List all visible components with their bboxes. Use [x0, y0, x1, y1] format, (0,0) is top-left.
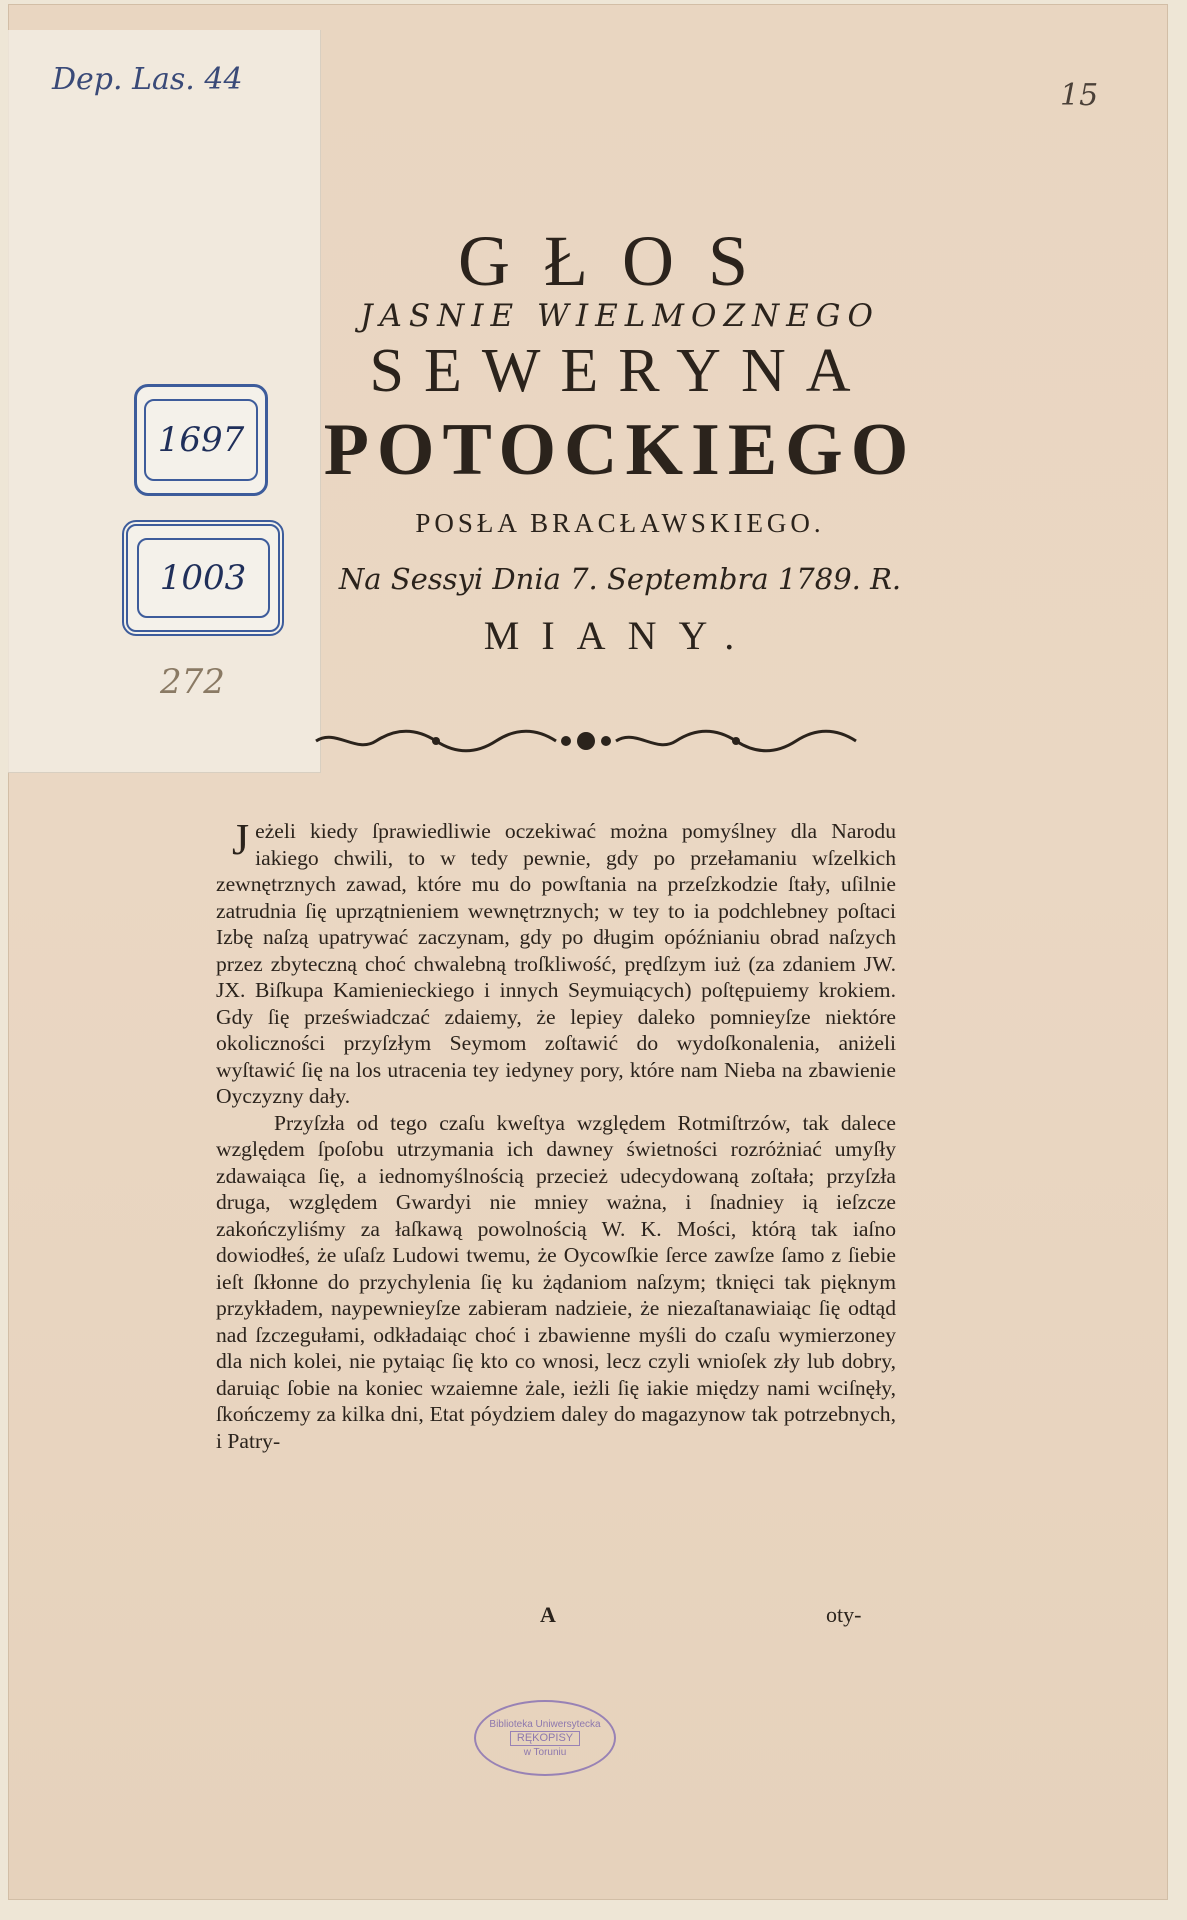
title-miany: MIANY.: [483, 613, 757, 658]
pencil-number: 272: [160, 662, 225, 702]
signature-mark: A: [540, 1602, 556, 1627]
title-seweryna: SEWERYNA: [369, 337, 871, 405]
catalog-tag-top-number: 1697: [144, 399, 258, 481]
paragraph-1: [216, 815, 896, 1110]
drop-cap: J: [232, 815, 250, 864]
folio-number: 15: [1060, 78, 1099, 113]
catalog-tag-bottom: [122, 520, 284, 636]
paragraph-2: Przyſzła od tego czaſu kweſtya względem Rotmiſtrzów, tak dalece względem ſpoſobu utrzymania ich dawney świetności rozróżniać umyſły zdawaiąca ſię, a iednomyślnością przecież udecydowaną zoſtała; przyſzła druga, względem Gwardyi nie mniey ważna, i ſnadniey ią ieſzcze zakończyliśmy za łaſkawą powolnością W. K. Mości, którą tak iaſno dowiodłeś, że uſaſz Ludowi twemu, że Oycowſkie ſerce zawſze ſamo z ſiebie ieſt ſkłonne do przychylenia ſię ku żądaniom naſzym; tknięci tak pięknym przykładem, naypewnieyſze zabieram nadzieie, że niezaſtanawiaiąc ſię odtąd nad ſzczegułami, odkładaiąc choć i zbawienne myśli do czaſu wymierzoney dla nich kolei, nie pytaiąc ſię kto co wnosi, lecz czyli wnioſek zły lub dobry, daruiąc ſobie na koniec wzaiemne żale, ieżli ſię iakie między nami wciſnęły, ſkończemy za kilka dni, Etat póydziem daley do magazynow tak potrzebnych, i Patry-: [216, 1110, 896, 1453]
shelfmark-annotation: Dep. Las. 44: [52, 62, 243, 97]
stamp-bottom-text: w Toruniu: [523, 1746, 567, 1758]
stamp-top-text: Biblioteka Uniwersytecka: [489, 1718, 601, 1730]
title-posla: POSŁA BRACŁAWSKIEGO.: [415, 508, 825, 538]
stamp-middle-text: RĘKOPISY: [510, 1731, 580, 1746]
paragraph-1-text: eżeli kiedy ſprawiedliwie oczekiwać można pomyślney dla Narodu iakiego chwili, to w tedy pewnie, gdy po przełamaniu wſzelkich zewnętrznych zawad, które mu do powſtania na przeſzkodzie ſtały, uſilnie zatrudnia ſię uprzątnieniem wewnętrznych; w tey to ia podchlebney poſtaci Izbę naſzą upatrywać zaczynam, gdy po długim opóźnianiu obrad naſzych przez zbyteczną choć chwalebną troſkliwość, prędſzym iuż (za zdaniem JW. JX. Biſkupa Kamienieckiego i innych Seymuiących) poſtępuiemy krokiem. Gdy ſię przeświadczać zdaiemy, że lepiey daleko pomnieyſze niektóre okoliczności przyſzłym Seymom zoſtawić do wydoſkonalenia, aniżeli wyſtawić ſię na los utracenia tey iedyney pory, które nam Nieba na zbawienie Oyczyzny dały.: [216, 819, 896, 1108]
title-session-date: Na Sessyi Dnia 7. Septembra 1789. R.: [338, 562, 902, 596]
catchword: oty-: [826, 1602, 862, 1627]
speech-text: [216, 815, 896, 1454]
title-jasnie-wielmoznego: JASNIE WIELMOZNEGO: [360, 298, 880, 334]
library-stamp: [474, 1700, 616, 1776]
title-glos: GŁOS: [457, 221, 782, 301]
catalog-tag-top: [134, 384, 268, 496]
ornament-divider: [312, 726, 860, 756]
catalog-tag-bottom-number: 1003: [137, 538, 270, 619]
title-potockiego: POTOCKIEGO: [323, 409, 917, 491]
